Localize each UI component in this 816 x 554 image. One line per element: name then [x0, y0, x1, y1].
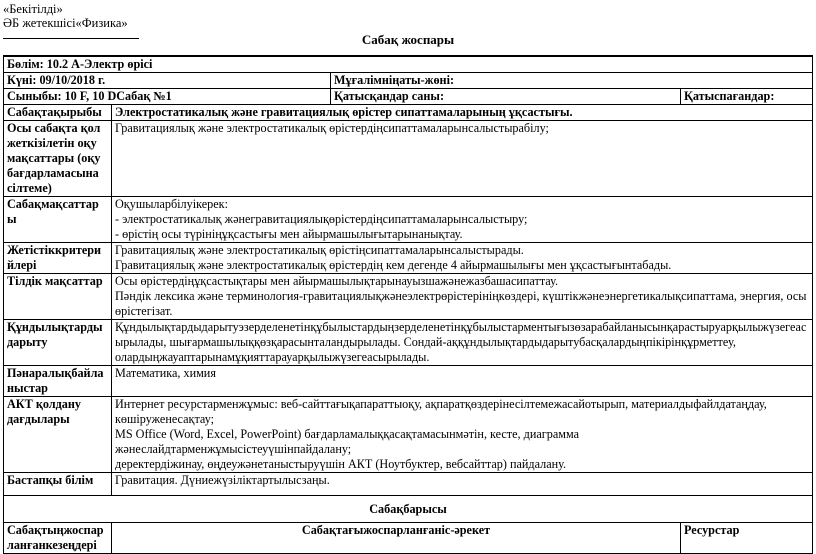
approved-stamp: «Бекітілді»	[3, 2, 63, 16]
language-line: Пәндік лексика және терминология-гравитациялықжәнеэлектрөрістерініңкөздері, күштікжәнеэнергетикалықсипаттама, энергия, осы өрістегізат.	[115, 289, 807, 318]
section-cell: Бөлім: 10.2 А-Электр өрісі	[4, 56, 813, 73]
topic-label: Сабақтақырыбы	[4, 105, 112, 121]
ict-line: MS Office (Word, Excel, PowerPoint) бағдарламалыққасақтамасынмәтін, кесте, диаграмма жәнеслайдтарменжұмысістеуүшінпайдалану;	[115, 427, 580, 456]
page-title: Сабақ жоспары	[361, 32, 455, 47]
crosscurricular-value: Математика, химия	[112, 366, 813, 397]
row-flow-header	[4, 496, 813, 523]
topic-value: Электростатикалық және гравитациялық өрістер сипаттамаларының ұқсастығы.	[112, 105, 813, 121]
row-section	[4, 56, 813, 73]
values-value: Құндылықтардыдарытуэзерделенетінқұбылыстардыңзерделенетінқұбылыстарментығызөзарабайланысынқарастыруарқылыжүзегеасырылады, шығармашылыққөзқарасынталандырылады. Сондай-аққұндылықтардыдарытубасқалардыңпікірінқұрметтеу, олардыңжауаптарынамұқияттарауарқылыжүзегеасырылады.	[112, 320, 813, 366]
row-criteria	[4, 243, 813, 274]
row-stages-header	[4, 523, 813, 554]
ict-label: АКТ қолдану дағдылары	[4, 397, 112, 473]
lesson-goals-label: Сабақмақсаттары	[4, 197, 112, 243]
learning-goals-label: Осы сабақта қол жеткізілетін оқу мақсаттары (оқу бағдарламасына сілтеме)	[4, 121, 112, 197]
learning-goals-value: Гравитациялық және электростатикалық өрістердіңсипаттамаларынсалыстырабілу;	[112, 121, 813, 197]
language-label: Тілдік мақсаттар	[4, 274, 112, 320]
lesson-goals-value	[112, 197, 813, 243]
row-topic	[4, 105, 813, 121]
grade-cell: Сыныбы: 10 F, 10 DСабақ №1	[4, 89, 331, 105]
row-lesson-goals	[4, 197, 813, 243]
teacher-cell: Мұғалімніңаты-жөні:	[331, 73, 813, 89]
activities-label: Сабақтағыжоспарланғаніс-әрекет	[112, 523, 681, 554]
row-crosscurricular	[4, 366, 813, 397]
criteria-value	[112, 243, 813, 274]
criteria-line: Гравитациялық және электростатикалық өрістердің кем дегенде 4 айырмашылығы мен ұқсастығынтабады.	[115, 258, 672, 272]
row-grade	[4, 89, 813, 105]
ict-line: Интернет ресурстарменжұмыс: веб-сайттағықапаратты​оқу, ақпаратқөздерінесілтемежасайотырып, материалдыфайлдатаңдау, көшіруженесақтау;	[115, 397, 767, 426]
language-line: Осы өрістердіңұқсастықтары мен айырмашылықтарынауызшажәнежазбашасипаттау.	[115, 274, 559, 288]
row-values	[4, 320, 813, 366]
prior-value: Гравитация. Дүниежүзіліктартылысзаңы.	[112, 473, 813, 496]
lesson-goals-line: - электростатикалық жәнегравитациялықөрістердіңсипаттамаларынсалыстыру;	[115, 212, 528, 226]
language-value	[112, 274, 813, 320]
row-learning-goals	[4, 121, 813, 197]
resources-label: Ресурстар	[681, 523, 813, 554]
prior-label: Бастапқы білім	[4, 473, 112, 496]
criteria-label: Жетістіккритерийлері	[4, 243, 112, 274]
deputy-line: ӘБ жетекшісі«Физика»	[3, 16, 128, 30]
flow-header: Сабақбарысы	[4, 496, 813, 523]
lesson-goals-line: Оқушыларбілуікерек:	[115, 197, 228, 211]
values-label: Құндылықтарды дарыту	[4, 320, 112, 366]
date-cell: Күні: 09/10/2018 г.	[4, 73, 331, 89]
ict-line: деректердіжинау, өңдеужәнетаныстыруүшін АКТ (Ноутбуктер, вебсайттар) пайдалану.	[115, 457, 567, 471]
row-date	[4, 73, 813, 89]
ict-value	[112, 397, 813, 473]
absent-cell: Қатыспағандар:	[681, 89, 813, 105]
row-ict	[4, 397, 813, 473]
crosscurricular-label: Пәнаралықбайланыстар	[4, 366, 112, 397]
lesson-plan-table	[3, 55, 813, 554]
lesson-goals-line: - өрістің осы түрініңұқсастығы мен айырмашылығытарынанықтау.	[115, 227, 463, 241]
stages-label: Сабақтыңжоспарланғанкезеңдері	[4, 523, 112, 554]
present-cell: Қатысқандар саны:	[331, 89, 681, 105]
row-prior	[4, 473, 813, 496]
row-language	[4, 274, 813, 320]
criteria-line: Гравитациялық және электростатикалық өрістіңсипаттамаларынсалыстырады.	[115, 243, 524, 257]
